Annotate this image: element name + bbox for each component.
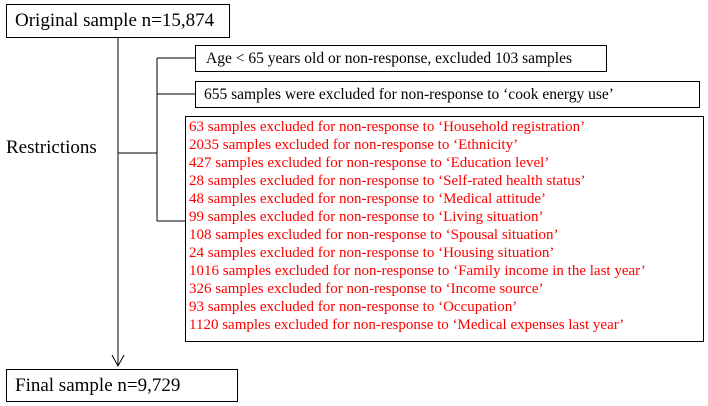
exclusion-item: 326 samples excluded for non-response to ‘Income source’ (189, 281, 544, 297)
exclusion-item: 48 samples excluded for non-response to ‘Medical attitude’ (189, 191, 546, 207)
restrictions-label: Restrictions (6, 137, 97, 158)
original-sample-label: Original sample n=15,874 (15, 10, 215, 31)
exclusion-item: 2035 samples excluded for non-response to ‘Ethnicity’ (189, 137, 519, 153)
cook-energy-exclusion-box (195, 81, 700, 108)
exclusion-item: 24 samples excluded for non-response to ‘Housing situation’ (189, 245, 555, 261)
nonresponse-exclusions-box (185, 116, 704, 342)
exclusion-item: 93 samples excluded for non-response to ‘Occupation’ (189, 299, 518, 315)
cook-energy-exclusion-label: 655 samples were excluded for non-response to ‘cook energy use’ (204, 86, 614, 103)
exclusion-item: 427 samples excluded for non-response to ‘Education level’ (189, 155, 550, 171)
exclusion-item: 1016 samples excluded for non-response to ‘Family income in the last year’ (189, 263, 646, 279)
age-exclusion-label: Age < 65 years old or non-response, excluded 103 samples (206, 50, 573, 67)
exclusion-item: 28 samples excluded for non-response to ‘Self-rated health status’ (189, 173, 586, 189)
final-sample-box (6, 369, 238, 402)
original-sample-box (6, 4, 230, 38)
exclusion-item: 99 samples excluded for non-response to ‘Living situation’ (189, 209, 544, 225)
age-exclusion-box (195, 45, 607, 72)
final-sample-label: Final sample n=9,729 (15, 375, 181, 396)
exclusion-item: 108 samples excluded for non-response to ‘Spousal situation’ (189, 227, 559, 243)
exclusion-item: 63 samples excluded for non-response to ‘Household registration’ (189, 119, 586, 135)
exclusion-item: 1120 samples excluded for non-response to ‘Medical expenses last year’ (189, 317, 625, 333)
